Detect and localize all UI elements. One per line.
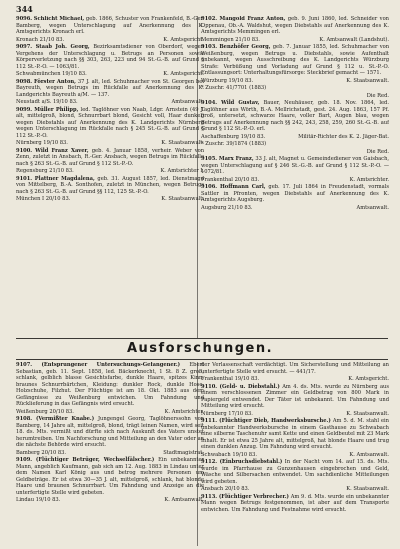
notice-entry — [16, 148, 204, 168]
notice-number: 9106. — [201, 184, 218, 190]
entry-authority: Amtsanwalt. — [171, 99, 204, 105]
entry-authority: K. Staatsanwalt. — [161, 196, 204, 202]
entry-signature — [201, 149, 389, 156]
entry-signature — [201, 486, 389, 493]
entry-place-date: Nürnberg 19/10 83. — [16, 140, 68, 146]
entry-authority: K. Staatsanwalt. — [346, 486, 389, 492]
notice-text: geb. 4. Januar 1858, verheir. Weber von Zenn, zuletzt in Ansbach, R.-Ger. Ansbach, wegen Betrugs im Rückfalle nach § 263 St.-G.-B. auf Grund § 112 St.-P.-O. — [16, 147, 204, 167]
notice-text: Bauer, Neuhäuser, geb. 18. Nov. 1864, led. Taglöhner aus Wörth, B.-A. Mellrichstadt, gest. 24. Aug. 1863, 157 Pf. groß, untersetzt, schwarze Haare, voller Bart, Augen blau, wegen Betrugs auf Anerkennung nach §§ 242, 243, 258, 259, 260 St.-G.-B. auf Grund § 112 St.-P.-O. erl. — [201, 100, 389, 132]
notice-number: 9104. — [201, 100, 218, 106]
notice-number: 9100. — [16, 147, 33, 154]
entry-place-date: Lindau 19/10 83. — [16, 497, 61, 503]
notice-text: der Verlassenschaft verdächtigt. Um Sicherstellung und Mitteilung an unterfertigte Stelle wird ersucht. — 441/17. — [201, 362, 389, 375]
entry-place-date: Memmingen 21/10 83. — [201, 36, 260, 43]
entry-authority: K. Amtsanwalt. — [349, 451, 389, 458]
entry-authority: K. Amtsanwalt (Landshut). — [319, 36, 389, 43]
notice-name: (Geld- u. Diebstahl.) — [219, 383, 280, 390]
notice-text: Ein unbekannter Mann, angeblich Kaufmann, gab sich am 12. Aug. 1883 in Lindau unter dem Namen Karl König aus und betrog mehrere Personen um Geldbeträge. Er ist etwa 30—35 J. alt, mittelgroß, schlank, hat blonde Haare und braunen Schnurrbart. Um Fahndung und Anzeige an die unterfertigte Stelle wird gebeten. — [16, 457, 204, 496]
entry-authority: K. Amtsgericht. — [348, 376, 389, 382]
entry-authority: K. Staatsanwalt. — [161, 140, 204, 146]
notice-name: Hoffmann Carl, — [219, 184, 266, 190]
notice-number: 9098. — [16, 78, 33, 85]
notice-entry — [201, 459, 389, 485]
notice-name: Wild Franz Xaver, — [35, 147, 89, 154]
entry-authority: K. Amtsgericht. — [163, 36, 204, 43]
entry-place-date: Aschaffenburg 19/10 83. — [201, 133, 266, 140]
notice-entry — [201, 100, 389, 133]
notice-number: 9113. — [201, 493, 218, 500]
upper-right-column — [201, 16, 389, 338]
lower-left-column — [16, 362, 204, 546]
entry-signature — [16, 168, 204, 175]
notice-entry — [16, 416, 204, 449]
notice-entry — [201, 156, 389, 176]
entry-authority: K. Amtsanwalt. — [164, 497, 204, 503]
entry-authority: K. Staatsanwalt. — [346, 410, 389, 417]
notice-entry — [16, 362, 204, 408]
entry-place-date: Weißenburg 20/10 83. — [16, 408, 74, 415]
entry-signature — [201, 93, 389, 100]
entry-place-date: Regensburg 21/10 83. — [16, 168, 74, 174]
notice-number: 9107. — [16, 362, 33, 368]
entry-place-date: Schwabach 19/10 83. — [201, 451, 257, 458]
notice-name: (Flüchtiger Dieb, Handwerksbursche.) — [219, 418, 331, 424]
notice-name: Förster Anton, — [34, 78, 76, 85]
notice-number: 9112. — [201, 459, 218, 465]
notice-text: led. Taglöhner von Naab, Ldgr. Arnstein (49 J. alt, mittelgroß, blond, Schnurrbart blond, Gesicht voll, Haar dunkel) wegen Diebstahls auf Anerkennung des K. Landgerichts Nürnberg wegen Unterschlagung im Rückfalle nach § 245 St.-G.-B. auf Grund § 112 St.-P.-O. — [16, 106, 204, 139]
notice-entry — [16, 107, 204, 140]
entry-signature — [201, 78, 389, 85]
notice-text: Jungengel Georg, Taglöhnerssohn von Bamberg, 14 Jahre alt, mittelgroß, blond, trägt leinen Namen, wird seit 18. ds. Mts. vermißt und dürfte sich nach Auskunft des Vaters unstet herumtreiben. Um Nachforschung und Mitteilung an den Vater oder an die nächste Behörde wird ersucht. — [16, 416, 204, 448]
notice-number: 9110. — [201, 383, 218, 390]
notice-entry — [201, 418, 389, 451]
notice-name: Müller Philipp, — [34, 106, 79, 113]
notice-number: 9102. — [201, 16, 218, 22]
entry-signature — [16, 497, 204, 504]
notice-entry — [201, 141, 389, 148]
notice-name: Plattner Magdalena, — [34, 175, 95, 182]
notice-name: Wild Gustav, — [221, 100, 260, 106]
notice-entry — [201, 85, 389, 92]
notice-entry — [16, 44, 204, 70]
notice-name: Schlicht Michael, — [33, 16, 85, 22]
notice-entry — [201, 384, 389, 410]
notice-text: Ebert Sebastian, geb. 11. Sept. 1858, led. Bäckerknecht, 1 St. 8 Z. groß, schlank, gelblich blasse Gesichtsfarbe, dunkle Haare, spitzes Kinn, braunes Schnurrbärtchen, Kleidung: dunkler Rock, dunkle Hose, Holzschuhe, Filzhut. Der Flüchtige ist am 18. Okt. 1883 aus dem Gefängnisse zu Weißenburg entwichen. Um Fahndung und Rücklieferung in das Gefängnis wird ersucht. — [16, 362, 204, 407]
notice-text: Bezirksamtsdiener von Oberdorf, wegen Vergehens der Unterschlagung u. Betrugs an Personen sowie Körperverletzung nach §§ 303, 263, 223 und 94 St.-G.-B. auf Grund § 112 St.-P.-O. — 1063/81. — [16, 44, 204, 70]
entry-signature — [201, 205, 389, 212]
section-rule-bottom — [16, 359, 388, 360]
entry-signature — [16, 140, 204, 147]
notice-text: * Zuschr. 41/7701 (1883) — [201, 85, 267, 91]
notice-text: Am 4. ds. Mts. wurde zu Nürnberg aus einem verschlossenen Zimmer ein Geldbetrag von 800 Mark in Papiergeld entwendet. Der Täter ist unbekannt. Um Fahndung und Mitteilung wird ersucht. — [201, 383, 389, 409]
entry-authority: Die Red. — [366, 92, 389, 99]
entry-signature — [201, 376, 389, 383]
entry-signature — [201, 37, 389, 44]
entry-authority: K. Staatsanwalt. — [346, 77, 389, 84]
entry-authority: K. Amtsrichter. — [349, 176, 389, 183]
entry-place-date: Kronach 21/10 83. — [16, 36, 65, 43]
entry-signature — [201, 134, 389, 141]
notice-entry — [201, 16, 389, 36]
notice-name: (Flüchtiger Verbrecher.) — [218, 493, 289, 500]
notice-name: Mangold Franz Anton, — [219, 16, 286, 22]
notice-number: 9109. — [16, 457, 33, 463]
entry-signature — [16, 37, 204, 44]
notice-number: 9096. — [16, 16, 33, 22]
notice-entry — [201, 184, 389, 204]
page-number: 344 — [16, 4, 33, 14]
entry-authority: Amtsanwalt. — [356, 204, 389, 211]
notice-text: geb. 1866, Schuster von Frankenfeld, B.-Ger. Bamberg, wegen Unterschlagung auf Anerkennung des K. Amtsgerichts Kronach erl. — [16, 16, 204, 35]
entry-signature — [16, 409, 204, 416]
notice-name: Benzhöfer Georg, — [219, 44, 271, 50]
entry-place-date: Augsburg 21/10 83. — [201, 204, 253, 211]
notice-number: 9105. — [201, 156, 218, 162]
entry-place-date: Neustadt a/S. 19/10 83. — [16, 99, 78, 105]
entry-signature — [16, 450, 204, 457]
entry-place-date: Würzburg 19/10 83. — [201, 77, 254, 84]
section-rule-top — [16, 338, 388, 339]
entry-authority: Militär-Richter des K. 2. Jäger-Bat. — [298, 133, 389, 140]
notice-number: 9111. — [201, 418, 218, 424]
entry-authority: Stadtmagistrat. — [163, 449, 204, 456]
notice-name: (Entsprungener Untersuchungs-Gefangener.) — [41, 362, 181, 368]
notice-number: 9101. — [16, 175, 33, 182]
notice-entry — [201, 494, 389, 514]
notice-text: geb. 7. Januar 1855, led. Schuhmacher von Weißenburg, wegen Betrugs u. Diebstahls, sowie Aufenthalt unbekannt, wegen Ausschreibung des K. Landgerichts Würzburg Strafe: Verbüßung und Vorladung auf Grund § 112 u. St.-P.-O. Entlassungsort: Unterhaltungsfürsorge: Steckbrief gemacht — 1571. — [201, 44, 389, 76]
notice-text: 37 J. alt, led. Schuhmacher von St. Georgen bei Bayreuth, wegen Betrugs im Rückfalle auf Anerkennung des K. Landgerichts Bayreuth a/M. — 137. — [16, 78, 204, 98]
entry-authority: K. Amtsrichter. — [164, 408, 204, 415]
notice-text: Am 9. d. Mts. wurde ein unbekannter Mann wegen Betrugs festgenommen, ist aber auf dem Transporte entwichen. Um Fahndung und Festnahme wird ersucht. — [201, 493, 389, 513]
notice-text: * Zuschr. 39/1874 (1883) — [201, 141, 267, 147]
entry-place-date: Frankenthal 20/10 83. — [201, 176, 260, 183]
entry-place-date: München I 20/10 83. — [16, 196, 71, 202]
notice-text: Am 5. d. M. stahl ein unbekannter Handwerksbursche in einem Gasthause zu Schwabach eine silberne Taschenuhr samt Kette und einen Geldbeutel mit 23 Mark Inhalt. Er ist etwa 25 Jahre alt, mittelgroß, hat blonde Haare und trug einen dunklen Anzug. Um Fahndung wird ersucht. — [201, 418, 389, 450]
entry-place-date: Bamberg 20/10 83. — [16, 449, 67, 456]
entry-authority: K. Amtsrichter I. — [160, 168, 204, 174]
notice-text: geb. 9. Juni 1860, led. Schneider von Oppenau, Ob.-A. Waldshut, wegen Diebstahls auf Anerkennung des K. Amtsgerichts Memmingen erl. — [201, 16, 389, 35]
entry-place-date: Nürnberg 17/10 83. — [201, 410, 253, 417]
notice-entry — [201, 362, 389, 375]
notice-entry — [16, 457, 204, 496]
notice-name: (Vermißter Knabe.) — [35, 416, 95, 422]
entry-signature — [16, 196, 204, 203]
entry-signature — [201, 452, 389, 459]
entry-signature — [16, 71, 204, 78]
notice-name: (Flüchtiger Betrüger, Wechselfälscher.) — [35, 457, 155, 463]
notice-name: Staab Joh. Georg, — [35, 44, 90, 50]
notice-text: 33 J. alt, Magnet u. Gemeindediener von Gaisbach, wegen Unterschlagung auf § 246 St.-G.-B. auf Grund § 112 St.-P.-O. — 1072/81. — [201, 156, 389, 175]
section-heading: Ausforschungen. — [126, 341, 274, 356]
entry-place-date: Schwabmünchen 19/10 83. — [16, 71, 87, 77]
lower-right-column — [201, 362, 389, 546]
entry-authority: Die Red. — [366, 148, 389, 155]
entry-place-date: Ansbach 20/10 83. — [201, 486, 250, 492]
entry-authority: K. Amtsgericht. — [163, 71, 204, 77]
notice-number: 9099. — [16, 106, 33, 113]
notice-entry — [201, 44, 389, 77]
notice-number: 9097. — [16, 44, 33, 50]
entry-signature — [201, 411, 389, 418]
entry-signature — [16, 99, 204, 106]
entry-place-date: Frankenthal 19/10 83. — [201, 376, 260, 382]
notice-text: In der Nacht vom 14. auf 15. ds. Mts. wurde im Pfarrhause zu Gunzenhausen eingebrochen und Geld, Wäsche und Silbersachen entwendet. Um sachdienliche Mitteilungen wird gebeten. — [201, 459, 389, 485]
notice-text: geb. 31. August 1857, led. Dienstmagd von Mittelberg, B.-A. Sonthofen, zuletzt in München, wegen Betrugs nach § 263 St.-G.-B. auf Grund §§ 112, 125 St.-P.-O. — [16, 175, 204, 195]
notice-entry — [16, 79, 204, 99]
notice-entry — [16, 176, 204, 196]
notice-name: Marx Franz, — [218, 156, 254, 162]
upper-left-column — [16, 16, 204, 338]
notice-number: 9103. — [201, 44, 218, 50]
notice-name: (Einbruchsdiebstahl.) — [219, 459, 283, 465]
notice-number: 9108. — [16, 416, 33, 422]
notice-entry — [16, 16, 204, 36]
entry-signature — [201, 177, 389, 184]
notice-text: geb. 17. Juli 1864 in Freudenstadt, vormals Sattler in Pfronten, wegen Diebstahls auf Anerkennung des K. Amtsgerichts Augsburg. — [201, 184, 389, 203]
